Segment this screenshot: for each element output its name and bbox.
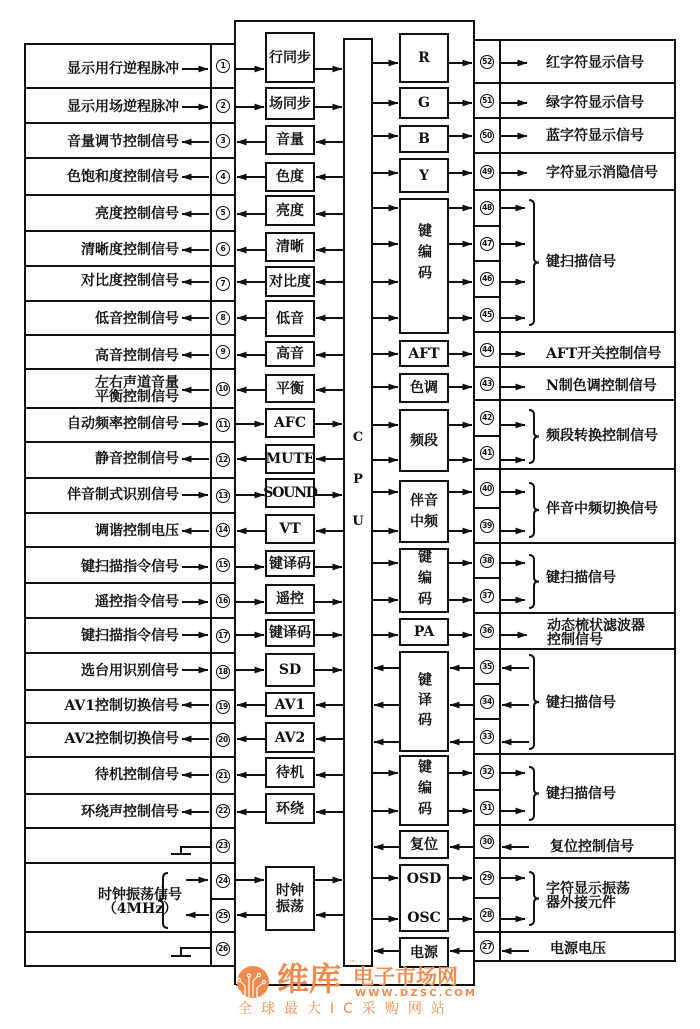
pin-43 [473, 366, 501, 401]
signal-label-line: 时钟振荡信号 [98, 887, 182, 903]
pin-number: 36 [480, 624, 494, 638]
signal-label-43: N制色调控制信号 [546, 378, 657, 394]
block-label: 行同步 [269, 49, 311, 66]
pin-number: 32 [480, 765, 494, 779]
signal-label-6: 清晰度控制信号 [81, 242, 179, 258]
signal-label-52: 红字符显示信号 [546, 55, 644, 71]
pin-number: 37 [480, 589, 494, 603]
signal-label-10 [95, 376, 179, 404]
block-label: 色调 [410, 380, 438, 396]
pin-number: 38 [480, 554, 494, 568]
signal-label-8: 低音控制信号 [95, 311, 179, 327]
pin-23 [210, 827, 236, 864]
pin-17 [210, 617, 236, 654]
pin-36 [473, 612, 501, 650]
signal-label-21: 待机控制信号 [95, 767, 179, 783]
signal-label-line: （4MHz） [102, 901, 178, 917]
block-label: VT [279, 521, 301, 537]
pin-number: 2 [216, 99, 230, 113]
signal-label-line: 控制信号 [547, 632, 603, 648]
block-label: 高音 [276, 346, 304, 362]
pin-number: 14 [216, 523, 230, 537]
key-encode-block-38-37 [399, 548, 449, 613]
signal-label-line: 平衡控制信号 [95, 389, 179, 405]
pin-46 [473, 260, 501, 298]
trademark-mark: ™ [349, 959, 356, 967]
pin-number: 28 [480, 908, 494, 922]
pin-number: 31 [480, 801, 494, 815]
block-label: G [418, 95, 430, 111]
pin-number: 21 [216, 769, 230, 783]
osd-osc-block [399, 864, 449, 932]
block-label: B [418, 131, 430, 147]
blue-block [399, 125, 449, 153]
pin-number: 1 [216, 59, 230, 73]
signal-label-44: AFT开关控制信号 [546, 346, 662, 362]
signal-label-49: 字符显示消隐信号 [546, 165, 658, 181]
pin-number: 26 [216, 942, 230, 956]
block-label: 遥控 [276, 591, 304, 607]
treble-block [265, 341, 315, 367]
contrast-block [265, 266, 315, 297]
key-decode-block-35-33 [399, 651, 449, 752]
block-label: 键译码 [416, 671, 432, 732]
pin-13 [210, 477, 236, 514]
pin-40 [473, 468, 501, 509]
signal-label-17: 键扫描指令信号 [81, 628, 179, 644]
mute-block [265, 444, 315, 474]
block-label: 色度 [276, 169, 304, 185]
block-label: 复位 [410, 836, 438, 853]
line-sync-block [265, 32, 315, 83]
watermark-slogan: 全球最大IC采购网站 [238, 1001, 454, 1017]
block-label: MUTE [265, 451, 315, 467]
signal-label-13: 伴音制式识别信号 [67, 487, 179, 503]
tint-block [399, 373, 449, 403]
reset-block [399, 830, 449, 859]
block-label: R [418, 50, 430, 66]
signal-label-2: 显示用场逆程脉冲 [67, 99, 179, 115]
pin-47 [473, 225, 501, 262]
pin-11 [210, 407, 236, 443]
block-label: SD [278, 662, 302, 678]
watermark-url: WWW.DZSC.COM [355, 988, 478, 999]
pin-number: 46 [480, 272, 494, 286]
power-block [399, 937, 449, 968]
pin-number: 12 [216, 453, 230, 467]
signal-label-40-39: 伴音中频切换信号 [546, 501, 658, 517]
signal-label-19: AV1控制切换信号 [64, 698, 179, 714]
watermark-site-name: 电子市场网 [353, 965, 458, 989]
pin-number: 22 [216, 804, 230, 818]
pin-number: 10 [216, 382, 230, 396]
pin-number: 3 [216, 134, 230, 148]
pin-number: 51 [480, 94, 494, 108]
pin-44 [473, 331, 501, 368]
sharpness-block [265, 232, 315, 262]
pin-7 [210, 265, 236, 302]
cpu-label-c: C [352, 430, 364, 445]
block-label: 键编码 [416, 549, 432, 612]
pin-6 [210, 230, 236, 267]
pin-number: 24 [216, 874, 230, 888]
pin-49 [473, 152, 501, 191]
red-block [399, 33, 449, 83]
block-label: AV2 [274, 729, 306, 746]
block-label: 环绕 [276, 800, 304, 817]
pin-number: 5 [216, 206, 230, 220]
key-decode-block-15 [265, 550, 315, 577]
cpu-label-u: U [352, 514, 364, 529]
block-label: 键编码 [416, 222, 432, 286]
pin-1 [210, 43, 236, 89]
bass-block [265, 300, 315, 337]
block-label: 键编码 [416, 759, 432, 822]
signal-label-27: 电源电压 [550, 941, 606, 957]
pin-14 [210, 512, 236, 548]
block-label-line: 时钟 [276, 882, 304, 899]
pin-28 [473, 897, 501, 933]
pin-number: 34 [480, 695, 494, 709]
block-label: PA [413, 624, 435, 640]
remote-block [265, 584, 315, 614]
block-label: 亮度 [276, 202, 304, 219]
pin-number: 45 [480, 308, 494, 322]
pin-48 [473, 189, 501, 227]
brightness-block [265, 195, 315, 226]
pin-51 [473, 82, 501, 119]
afc-block [265, 408, 315, 438]
pin-number: 19 [216, 700, 230, 714]
pin-number: 43 [480, 377, 494, 391]
signal-label-51: 绿字符显示信号 [546, 95, 644, 111]
block-label: 低音 [276, 310, 304, 327]
signal-label-line: 器外接元件 [546, 895, 616, 911]
green-block [399, 87, 449, 119]
color-saturation-block [265, 162, 315, 192]
pin-number: 9 [216, 345, 230, 359]
pin-30 [473, 824, 501, 859]
pin-33 [473, 718, 501, 755]
pin-50 [473, 117, 501, 154]
signal-label-20: AV2控制切换信号 [64, 731, 179, 747]
block-label: 电源 [410, 944, 438, 961]
signal-label-7: 对比度控制信号 [81, 273, 179, 289]
signal-label-36 [547, 619, 645, 647]
pin-42 [473, 399, 501, 437]
pin-31 [473, 789, 501, 826]
pin-number: 48 [480, 201, 494, 215]
pin-2 [210, 87, 236, 124]
signal-label-50: 蓝字符显示信号 [546, 128, 644, 144]
pin-number: 17 [216, 629, 230, 643]
pin-34 [473, 683, 501, 720]
block-label: 频段 [410, 432, 438, 449]
pin-39 [473, 507, 501, 544]
surround-block [265, 793, 315, 824]
pa-block [399, 618, 449, 646]
signal-label-29-28 [546, 882, 630, 910]
pin-number: 39 [480, 519, 494, 533]
pin-52 [473, 39, 501, 84]
pin-number: 23 [216, 839, 230, 853]
block-label: 对比度 [269, 273, 311, 290]
av1-block [265, 692, 315, 717]
signal-label-38-37: 键扫描信号 [546, 570, 616, 586]
signal-label-24-25 [90, 888, 190, 916]
signal-label-5: 亮度控制信号 [95, 206, 179, 222]
block-label: Y [419, 167, 429, 184]
pin-10 [210, 368, 236, 409]
pin-29 [473, 857, 501, 899]
pin-3 [210, 122, 236, 159]
volume-block [265, 125, 315, 155]
balance-block [265, 374, 315, 403]
pin-8 [210, 300, 236, 336]
block-label-line: 中频 [410, 513, 438, 530]
left-label-cell-26 [24, 931, 212, 967]
block-label: AFC [274, 415, 306, 431]
pin-number: 27 [480, 940, 494, 954]
pin-number: 35 [480, 660, 494, 674]
clock-oscillator-block [265, 866, 315, 931]
pin-number: 41 [480, 446, 494, 460]
pin-16 [210, 582, 236, 619]
signal-label-line: 左右声道音量 [95, 375, 179, 391]
block-label: 键译码 [269, 555, 311, 572]
blanking-y-block [399, 158, 449, 193]
signal-label-3: 音量调节控制信号 [67, 134, 179, 150]
pin-number: 49 [480, 165, 494, 179]
av2-block [265, 722, 315, 753]
band-block [399, 409, 449, 472]
watermark-brand: 维库 [277, 960, 342, 998]
pin-15 [210, 546, 236, 584]
signal-label-48-45: 键扫描信号 [546, 254, 616, 270]
pin-number: 25 [216, 909, 230, 923]
signal-label-16: 遥控指令信号 [95, 594, 179, 610]
pin-number: 8 [216, 311, 230, 325]
pin-number: 4 [216, 170, 230, 184]
pin-35 [473, 648, 501, 685]
pin-number: 44 [480, 343, 494, 357]
signal-label-4: 色饱和度控制信号 [67, 169, 179, 185]
key-encode-block-32-31 [399, 755, 449, 826]
pin-20 [210, 722, 236, 758]
field-sync-block [265, 87, 315, 120]
left-label-cell-23 [24, 827, 212, 864]
pin-32 [473, 753, 501, 791]
pin-22 [210, 793, 236, 829]
block-label: 场同步 [269, 95, 311, 112]
sound-block [265, 478, 315, 508]
pin-number: 52 [480, 55, 494, 69]
pin-number: 50 [480, 129, 494, 143]
signal-label-1: 显示用行逆程脉冲 [67, 61, 179, 77]
signal-label-14: 调谐控制电压 [95, 523, 179, 539]
sd-block [265, 653, 315, 687]
pin-number: 11 [216, 418, 230, 432]
pin-number: 42 [480, 411, 494, 425]
pin-19 [210, 689, 236, 724]
pin-45 [473, 296, 501, 333]
signal-label-15: 键扫描指令信号 [81, 559, 179, 575]
pin-27 [473, 931, 501, 962]
signal-label-18: 选台用识别信号 [81, 663, 179, 679]
cpu-bus [343, 38, 373, 967]
cpu-label-p: P [353, 472, 363, 487]
pin-26 [210, 931, 236, 967]
signal-label-9: 高音控制信号 [95, 348, 179, 364]
block-label-line: OSC [407, 910, 441, 926]
signal-label-30: 复位控制信号 [550, 839, 634, 855]
block-label: 清晰 [276, 239, 304, 255]
block-label: AV1 [274, 696, 306, 713]
pin-number: 47 [480, 237, 494, 251]
pin-number: 40 [480, 482, 494, 496]
pin-41 [473, 435, 501, 470]
pin-9 [210, 334, 236, 370]
vt-block [265, 514, 315, 544]
pin-number: 29 [480, 871, 494, 885]
pin-number: 20 [216, 733, 230, 747]
block-label-line: 伴音 [410, 492, 438, 509]
pin-number: 33 [480, 730, 494, 744]
sound-if-block [399, 480, 449, 543]
pin-number: 18 [216, 665, 230, 679]
signal-label-22: 环绕声控制信号 [81, 804, 179, 820]
signal-label-32-31: 键扫描信号 [546, 786, 616, 802]
block-label-line: 振荡 [276, 898, 304, 915]
block-label: SOUND [263, 485, 317, 501]
signal-label-11: 自动频率控制信号 [67, 416, 179, 432]
pin-12 [210, 441, 236, 479]
signal-label-line: 动态梳状滤波器 [547, 618, 645, 634]
signal-label-35-33: 键扫描信号 [546, 695, 616, 711]
pin-number: 7 [216, 277, 230, 291]
block-label: 平衡 [276, 380, 304, 397]
block-label: AFT [408, 345, 440, 362]
signal-label-line: 字符显示振荡 [546, 881, 630, 897]
pin-number: 30 [480, 835, 494, 849]
pin-number: 6 [216, 242, 230, 256]
pin-number: 16 [216, 594, 230, 608]
signal-label-12: 静音控制信号 [95, 451, 179, 467]
signal-label-42-41: 频段转换控制信号 [546, 428, 658, 444]
block-label-line: OSD [406, 871, 442, 887]
block-label: 键译码 [269, 625, 311, 641]
key-decode-block-17 [265, 619, 315, 647]
pin-21 [210, 756, 236, 795]
pin-5 [210, 194, 236, 232]
pin-37 [473, 577, 501, 614]
pin-18 [210, 652, 236, 691]
pin-25 [210, 898, 236, 933]
aft-block [399, 340, 449, 367]
key-encode-block-48-45 [399, 198, 449, 334]
block-label: 待机 [276, 764, 304, 781]
block-label: 音量 [276, 132, 304, 148]
pin-number: 13 [216, 489, 230, 503]
pin-number: 15 [216, 558, 230, 572]
standby-block [265, 757, 315, 788]
pin-38 [473, 542, 501, 579]
pin-24 [210, 862, 236, 900]
pin-4 [210, 157, 236, 196]
